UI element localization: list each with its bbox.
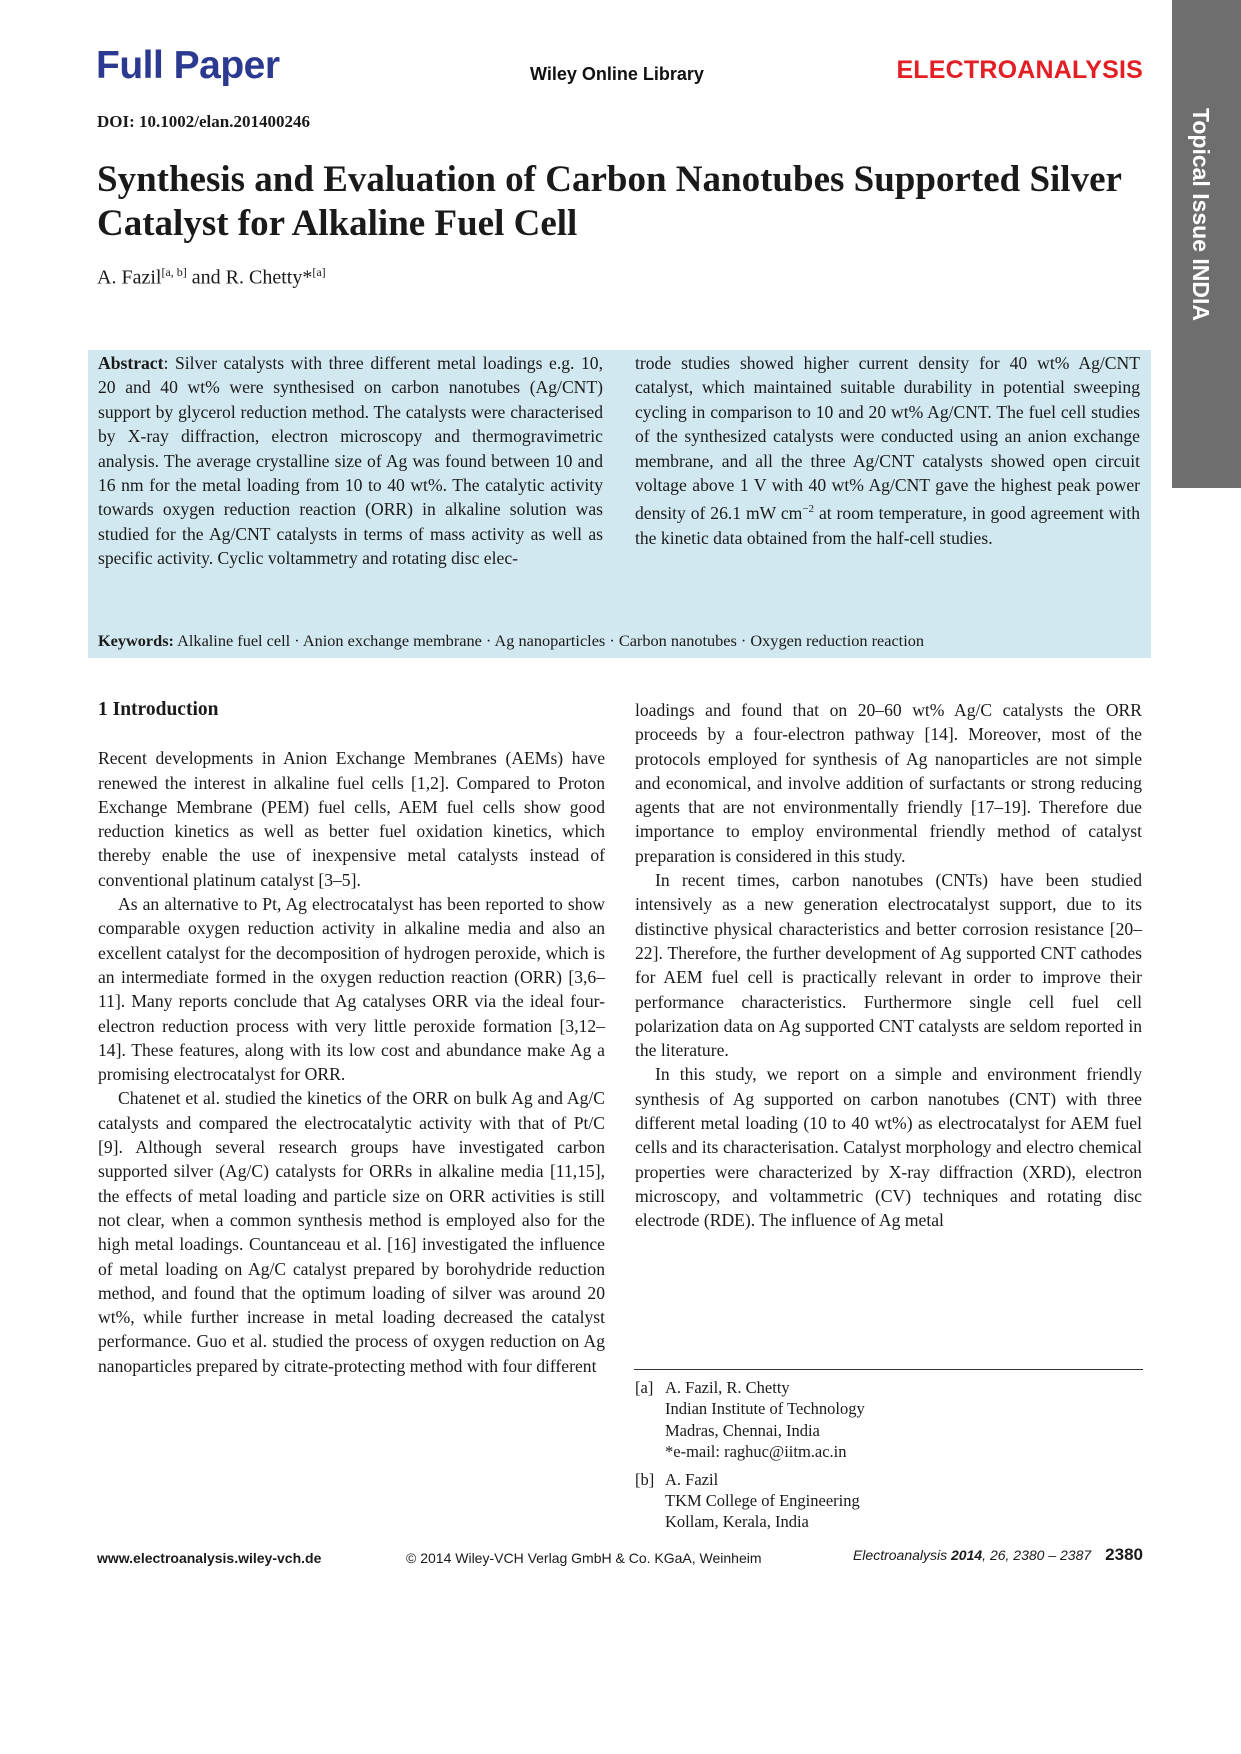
journal-website-link[interactable]: www.electroanalysis.wiley-vch.de: [97, 1550, 322, 1566]
citation-volume-pages: , 26, 2380 – 2387: [982, 1547, 1092, 1563]
topical-issue-label: Topical Issue INDIA: [1188, 108, 1214, 322]
citation-journal: Electroanalysis: [852, 1547, 948, 1563]
author-name: R. Chetty*: [225, 266, 313, 289]
author-conjunction: and: [186, 266, 226, 289]
affiliation-lines: [665, 1377, 865, 1463]
abstract-text: : Silver catalysts with three different metal loadings e.g. 10, 20 and 40 wt% were synthesised on carbon nanotubes (Ag/CNT) support by glycerol reduction method. The catalysts were characterised by X-ray diffraction, electron microscopy and thermogravimetric analysis. The average crystalline size of Ag was found between 10 and 16 nm for the metal loading from 10 to 40 wt%. The catalytic activity towards oxygen reduction reaction (ORR) in alkaline solution was studied for the Ag/CNT catalysts in terms of mass activity as well as specific activity. Cyclic voltammetry and rotating disc elec-: [98, 353, 603, 569]
paragraph: As an alternative to Pt, Ag electrocatalyst has been reported to show comparable oxygen reduction activity in alkaline media and also an excellent catalyst for the decomposition of hydrogen peroxide, which is an intermediate formed in the oxygen reduction reaction (ORR) [3,6–11]. Many reports conclude that Ag catalyses ORR via the ideal four-electron reduction process with very little peroxide formation [3,12–14]. These features, along with its low cost and abundance make Ag a promising electrocatalyst for ORR.: [98, 894, 605, 1085]
author-affiliation-marker: [a]: [312, 265, 326, 279]
section-heading: 1 Introduction: [98, 699, 219, 720]
affiliation-line: A. Fazil: [665, 1469, 719, 1489]
library-link[interactable]: Wiley Online Library: [530, 64, 704, 84]
author-line: [97, 265, 326, 290]
abstract-label: Abstract: [98, 353, 164, 373]
affiliation-tag: [b]: [635, 1469, 655, 1489]
paragraph: In recent times, carbon nanotubes (CNTs) have been studied intensively as a new generation electrocatalyst support, due to its distinctive physical characteristics and better corrosion resistance [20–22]. Therefore, the further development of Ag supported CNT cathodes for AEM fuel cell is practically relevant in order to improve their performance characteristics. Furthermore single cell fuel cell polarization data on Ag supported CNT catalysts are seldom reported in the literature.: [635, 870, 1142, 1061]
journal-name: ELECTROANALYSIS: [896, 56, 1143, 84]
paragraph: Chatenet et al. studied the kinetics of the ORR on bulk Ag and Ag/C catalysts and compared the electrocatalytic activity with that of Pt/C [9]. Although several research groups have investigated carbon supported silver (Ag/C) catalysts for ORRs in alkaline media [11,15], the effects of metal loading and particle size on ORR activities is still not clear, when a common synthesis method is employed also for the high metal loadings. Countanceau et al. [16] investigated the influence of metal loading on Ag/C catalyst prepared by borohydride reduction method, and found that the optimum loading of silver was around 20 wt%, while further increase in metal loading decreased the catalyst performance. Guo et al. studied the process of oxygen reduction on Ag nanoparticles prepared by citrate-protecting method with four different: [98, 1088, 605, 1376]
keywords-text: Alkaline fuel cell · Anion exchange membrane · Ag nanoparticles · Carbon nanotubes · Oxygen reduction reaction: [177, 631, 925, 650]
abstract-text: trode studies showed higher current density for 40 wt% Ag/CNT catalyst, which maintained suitable durability in potential sweeping cycling in comparison to 10 and 20 wt% Ag/CNT. The fuel cell studies of the synthesized catalysts were conducted using an anion exchange membrane, and all the three Ag/CNT catalysts showed open circuit voltage above 1 V with 40 wt% Ag/CNT gave the highest peak power density of 26.1 mW cm: [635, 353, 1140, 524]
citation-year: 2014: [951, 1547, 983, 1563]
affiliation-email[interactable]: *e-mail: raghuc@iitm.ac.in: [665, 1442, 847, 1462]
affiliation-entry: [635, 1377, 865, 1463]
keywords-label: Keywords:: [98, 631, 174, 650]
section-label: Full Paper: [96, 44, 280, 87]
paragraph: Recent developments in Anion Exchange Membranes (AEMs) have renewed the interest in alkaline fuel cells [1,2]. Compared to Proton Exchange Membrane (PEM) fuel cells, AEM fuel cells show good reduction kinetics as well as better fuel oxidation kinetics, which thereby enable the use of inexpensive metal catalysts instead of conventional platinum catalyst [3–5].: [98, 748, 605, 890]
author-affiliation-marker: [a, b]: [161, 265, 187, 279]
page-number: 2380: [1105, 1545, 1143, 1564]
body-column-right: [635, 698, 1142, 1233]
abstract-text: at room temperature, in good agreement with the kinetic data obtained from the half-cell studies.: [635, 503, 1140, 548]
author-name: A. Fazil: [97, 266, 162, 289]
abstract-superscript: −2: [802, 503, 815, 516]
keywords: [98, 631, 924, 651]
affiliations: [635, 1377, 865, 1539]
affiliation-entry: [635, 1469, 865, 1533]
affiliation-tag: [a]: [635, 1378, 654, 1397]
body-column-left: [98, 698, 605, 1378]
paragraph: loadings and found that on 20–60 wt% Ag/C catalysts the ORR proceeds by a four-electron pathway [14]. Moreover, most of the protocols employed for synthesis of Ag nanoparticles are not simple and economical, and involve addition of surfactants or strong reducing agents that are not environmentally friendly [17–19]. Therefore due importance to employ environmental friendly method of catalyst preparation is considered in this study.: [635, 700, 1142, 866]
affiliation-lines: [665, 1469, 860, 1533]
paper-title: Synthesis and Evaluation of Carbon Nanotubes Supported Silver Catalyst for Alkaline Fuel Cell: [97, 159, 1122, 244]
paragraph: In this study, we report on a simple and environment friendly synthesis of Ag supported on carbon nanotubes (CNT) with three different metal loading (10 to 40 wt%) as electrocatalyst for AEM fuel cells and its characterisation. Catalyst morphology and electro chemical properties were characterized by X-ray diffraction (XRD), electron microscopy, and voltammetric (CV) techniques and rotating disc electrode (RDE). The influence of Ag metal: [635, 1064, 1142, 1231]
affiliation-divider: [634, 1369, 1143, 1370]
abstract-column-left: [98, 351, 603, 571]
affiliation-line: Indian Institute of Technology: [665, 1399, 865, 1419]
affiliation-line: TKM College of Engineering: [665, 1491, 860, 1511]
copyright: © 2014 Wiley-VCH Verlag GmbH & Co. KGaA, Weinheim: [406, 1550, 762, 1566]
affiliation-line: Madras, Chennai, India: [665, 1420, 820, 1440]
affiliation-line: A. Fazil, R. Chetty: [665, 1378, 790, 1397]
citation: [853, 1545, 1143, 1565]
affiliation-line: Kollam, Kerala, India: [665, 1512, 809, 1532]
doi[interactable]: DOI: 10.1002/elan.201400246: [97, 112, 310, 131]
abstract-column-right: [635, 351, 1140, 550]
